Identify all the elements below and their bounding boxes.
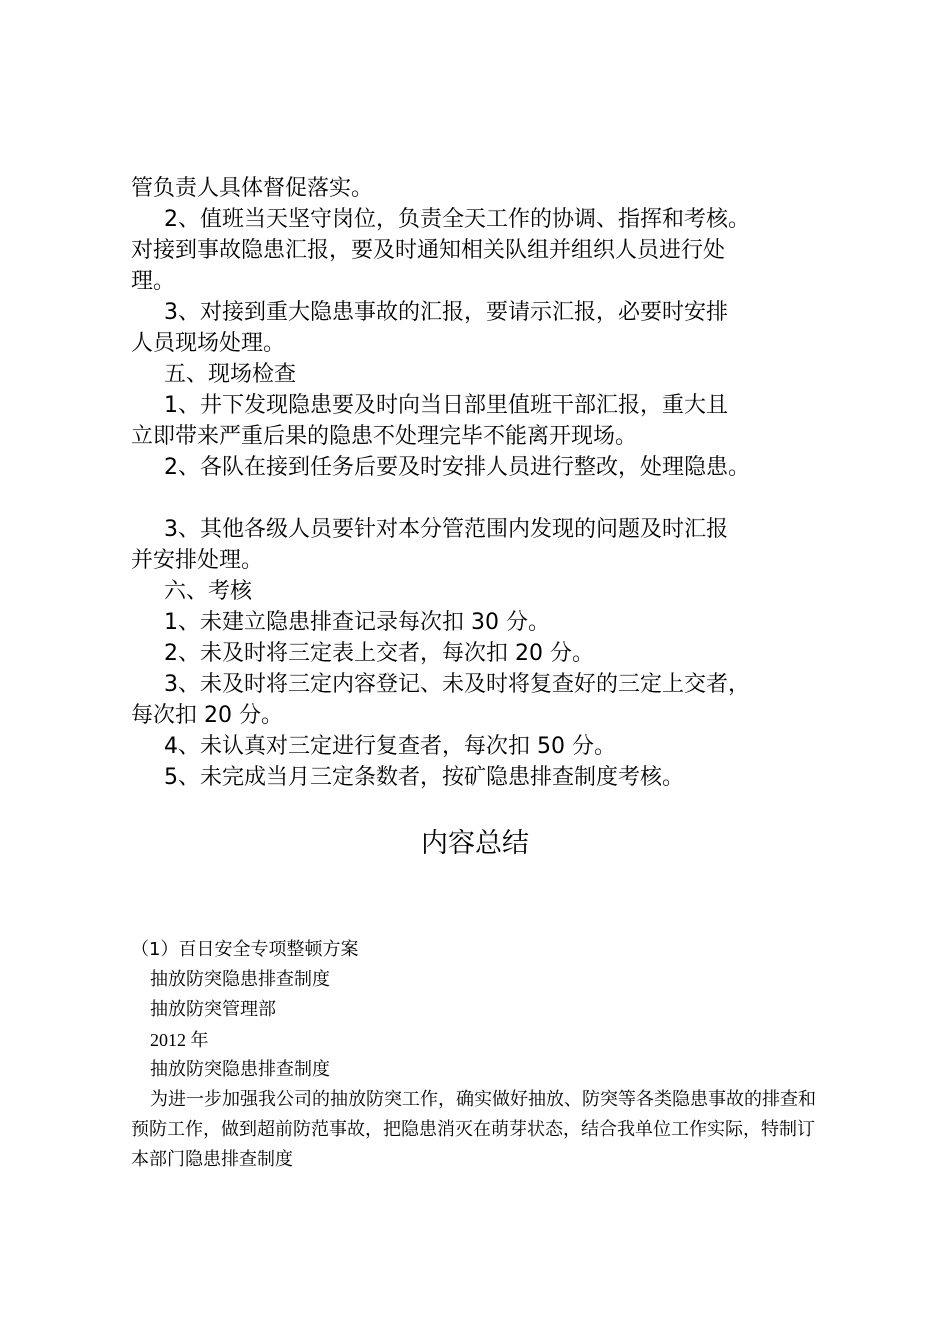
body-line: 2、值班当天坚守岗位，负责全天工作的协调、指挥和考核。 [164, 207, 750, 232]
section-heading: 五、现场检查 [164, 362, 297, 387]
body-line: 3、其他各级人员要针对本分管范围内发现的问题及时汇报 [164, 517, 728, 542]
summary-line: （1）百日安全专项整顿方案 [131, 939, 359, 960]
body-line: 3、未及时将三定内容登记、未及时将复查好的三定上交者， [164, 672, 750, 697]
summary-line: 抽放防突管理部 [150, 999, 276, 1020]
body-line: 对接到事故隐患汇报，要及时通知相关队组并组织人员进行处 [131, 238, 726, 263]
body-line: 4、未认真对三定进行复查者，每次扣 50 分。 [164, 734, 616, 759]
summary-year: 2012 年 [150, 1030, 209, 1050]
summary-body [131, 935, 831, 1175]
body-line: 管负责人具体督促落实。 [131, 176, 374, 201]
body-line: 立即带来严重后果的隐患不处理完毕不能离开现场。 [131, 424, 638, 449]
body-line: 5、未完成当月三定条数者，按矿隐患排查制度考核。 [164, 765, 684, 790]
body-line: 2、各队在接到任务后要及时安排人员进行整改，处理隐患。 [164, 455, 750, 480]
body-line: 1、未建立隐患排查记录每次扣 30 分。 [164, 610, 550, 635]
section-heading: 六、考核 [164, 579, 253, 604]
summary-paragraph: 为进一步加强我公司的抽放防突工作，确实做好抽放、防突等各类隐患事故的排查和预防工作，做到超前防范事故，把隐患消灭在萌芽状态，结合我单位工作实际，特制订本部门隐患排查制度 [131, 1089, 816, 1170]
summary-line: 抽放防突隐患排查制度 [150, 1059, 330, 1080]
summary-title: 内容总结 [421, 828, 529, 859]
body-line: 每次扣 20 分。 [131, 703, 283, 728]
summary-line: 抽放防突隐患排查制度 [150, 969, 330, 990]
body-line: 2、未及时将三定表上交者，每次扣 20 分。 [164, 641, 594, 666]
body-line: 人员现场处理。 [131, 331, 286, 356]
body-line: 并安排处理。 [131, 548, 264, 573]
body-line: 3、对接到重大隐患事故的汇报，要请示汇报，必要时安排 [164, 300, 728, 325]
document-body [131, 173, 841, 793]
blank-line [131, 483, 841, 514]
body-line: 1、井下发现隐患要及时向当日部里值班干部汇报，重大且 [164, 393, 728, 418]
body-line: 理。 [131, 269, 176, 294]
